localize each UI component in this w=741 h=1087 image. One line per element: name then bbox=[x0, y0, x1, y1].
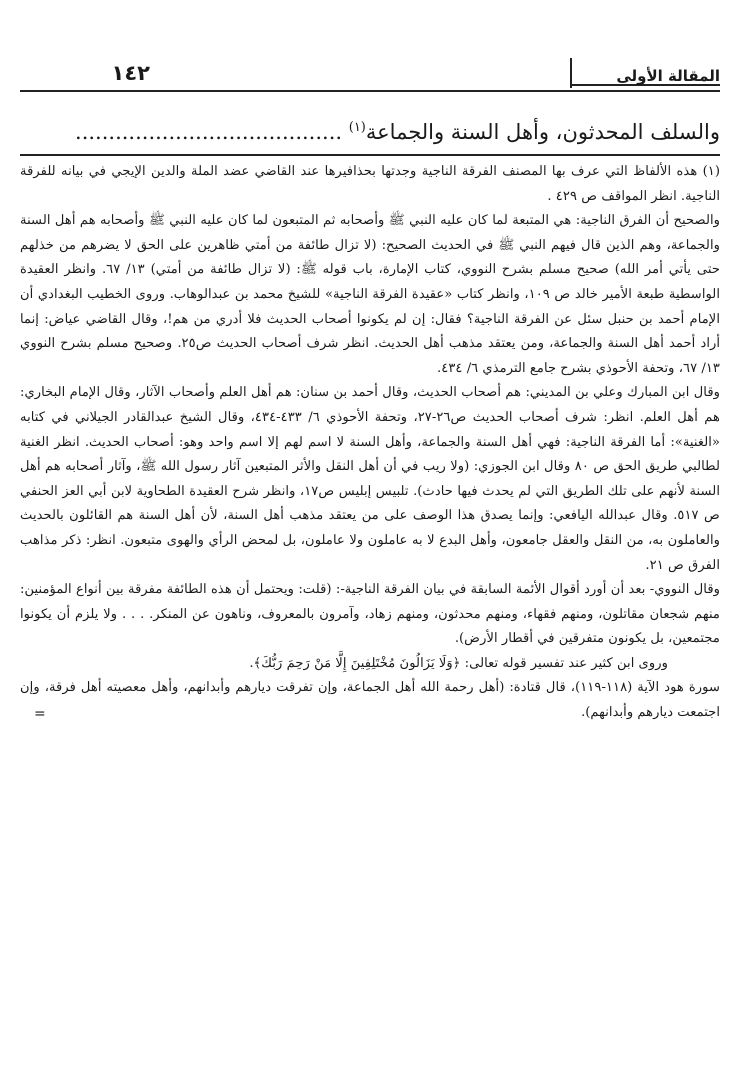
footnote-paragraph: (١) هذه الألفاظ التي عرف بها المصنف الفرقة الناجية وجدتها بحذافيرها عند القاضي عضد الملة والدين الإيجي في بيانه للفرقة الناجية. انظر المواقف ص ٤٢٩ . bbox=[20, 164, 720, 204]
running-header bbox=[20, 54, 720, 94]
main-text: والسلف المحدثون، وأهل السنة والجماعة bbox=[365, 120, 720, 144]
footnote-separator bbox=[20, 154, 720, 156]
main-text-line bbox=[20, 110, 720, 146]
footnote-body bbox=[20, 160, 720, 1060]
footnote-paragraph: والصحيح أن الفرق الناجية: هي المتبعة لما كان عليه النبي ﷺ وأصحابه ثم المتبعون لما كان عليه النبي ﷺ وأصحابه هم أهل السنة والجماعة، وهم الذين قال فيهم النبي ﷺ في الحديث الصحيح: (لا تزال طائفة من أمتي ظاهرين على الحق لا يضرهم من خذلهم حتى يأتي أمر الله) صحيح مسلم بشرح النووي، كتاب الإمارة، باب قوله ﷺ: (لا تزال طائفة من أمتي) ١٣/ ٦٧. وانظر العقيدة الواسطية طبعة الأمير خالد ص ١٠٩، وانظر كتاب «عقيدة الفرقة الناجية» للشيخ محمد بن عبدالوهاب. وروى الخطيب البغدادي أن الإمام أحمد بن حنبل سئل عن الفرقة الناجية؟ فقال: إن لم يكونوا أصحاب الحديث فلا أدري من هم!، وقال القاضي عياض: إنما أراد أحمد أهل السنة والجماعة، ومن يعتقد مذهب أهل الحديث. انظر شرف أصحاب الحديث ص٢٥. وصحيح مسلم بشرح النووي ١٣/ ٦٧، وتحفة الأحوذي بشرح جامع الترمذي ٦/ ٤٣٤. bbox=[20, 213, 721, 376]
continuation-mark: = bbox=[34, 706, 46, 722]
footnote-paragraph: وروى ابن كثير عند تفسير قوله تعالى: ﴿وَلَا يَزَالُونَ مُخْتَلِفِينَ إِلَّا مَنْ رَحِمَ رَبُّكَ﴾. bbox=[249, 655, 668, 671]
page-number: ١٤٢ bbox=[111, 61, 150, 85]
footnote-paragraph: سورة هود الآية (١١٨-١١٩)، قال قتادة: (أهل رحمة الله أهل الجماعة، وإن تفرقت ديارهم وأبدانهم، وأهل معصيته أهل فرقة، وإن اجتمعت ديارهم وأبدانهم). bbox=[20, 680, 720, 721]
footnote-marker: (١) bbox=[348, 120, 366, 135]
footnote-paragraph: وقال النووي- بعد أن أورد أقوال الأئمة السابقة في بيان الفرقة الناجية-: (قلت: ويحتمل أن هذه الطائفة مفرقة بين أنواع المؤمنين: منهم شجعان مقاتلون، ومنهم فقهاء، ومنهم محدثون، ومنهم زهاد، وآمرون بالمعروف، وناهون عن المنكر. . . . ولا يلزم أن يكونوا مجتمعين، بل يكونون متفرقين في أقطار الأرض). bbox=[20, 582, 720, 647]
header-rule bbox=[20, 90, 720, 92]
footnote-paragraph: وقال ابن المبارك وعلي بن المديني: هم أصحاب الحديث، وقال أحمد بن سنان: هم أهل العلم وأصحاب الآثار، وقال الإمام البخاري: هم أهل العلم. انظر: شرف أصحاب الحديث ص٢٦-٢٧، وتحفة الأحوذي ٦/ ٤٣٣-٤٣٤، وقال الشيخ عبدالقادر الجيلاني في كتابه «الغنية»: أما الفرقة الناجية: فهي أهل السنة والجماعة، وأهل السنة لا اسم لهم إلا اسم واحد وهو: أصحاب الحديث. انظر الغنية لطالبي طريق الحق ص ٨٠ وقال ابن الجوزي: (ولا ريب في أن أهل النقل والأثر المتبعين آثار رسول الله ﷺ، وآثار أصحابه هم أهل السنة لأنهم على تلك الطريق التي لم يحدث فيها حادث). تلبيس إبليس ص١٧، وانظر شرح العقيدة الطحاوية لابن أبي العز الحنفي ص ٥١٧. وقال عبدالله اليافعي: وإنما يصدق هذا الوصف على من يعتقد مذهب أهل السنة، لأن أهل السنة هم القائلون بالحديث والعاملون به، من النقل والعقل جامعون، وأهل البدع لا به عاملون ولا عاملون، بل لمحض الرأي والهوى متبعون. انظر: ذكر مذاهب الفرق ص ٢١. bbox=[20, 385, 720, 573]
leader-dots: ........................................ bbox=[75, 120, 343, 144]
running-title: المقالة الأولى bbox=[616, 67, 720, 85]
